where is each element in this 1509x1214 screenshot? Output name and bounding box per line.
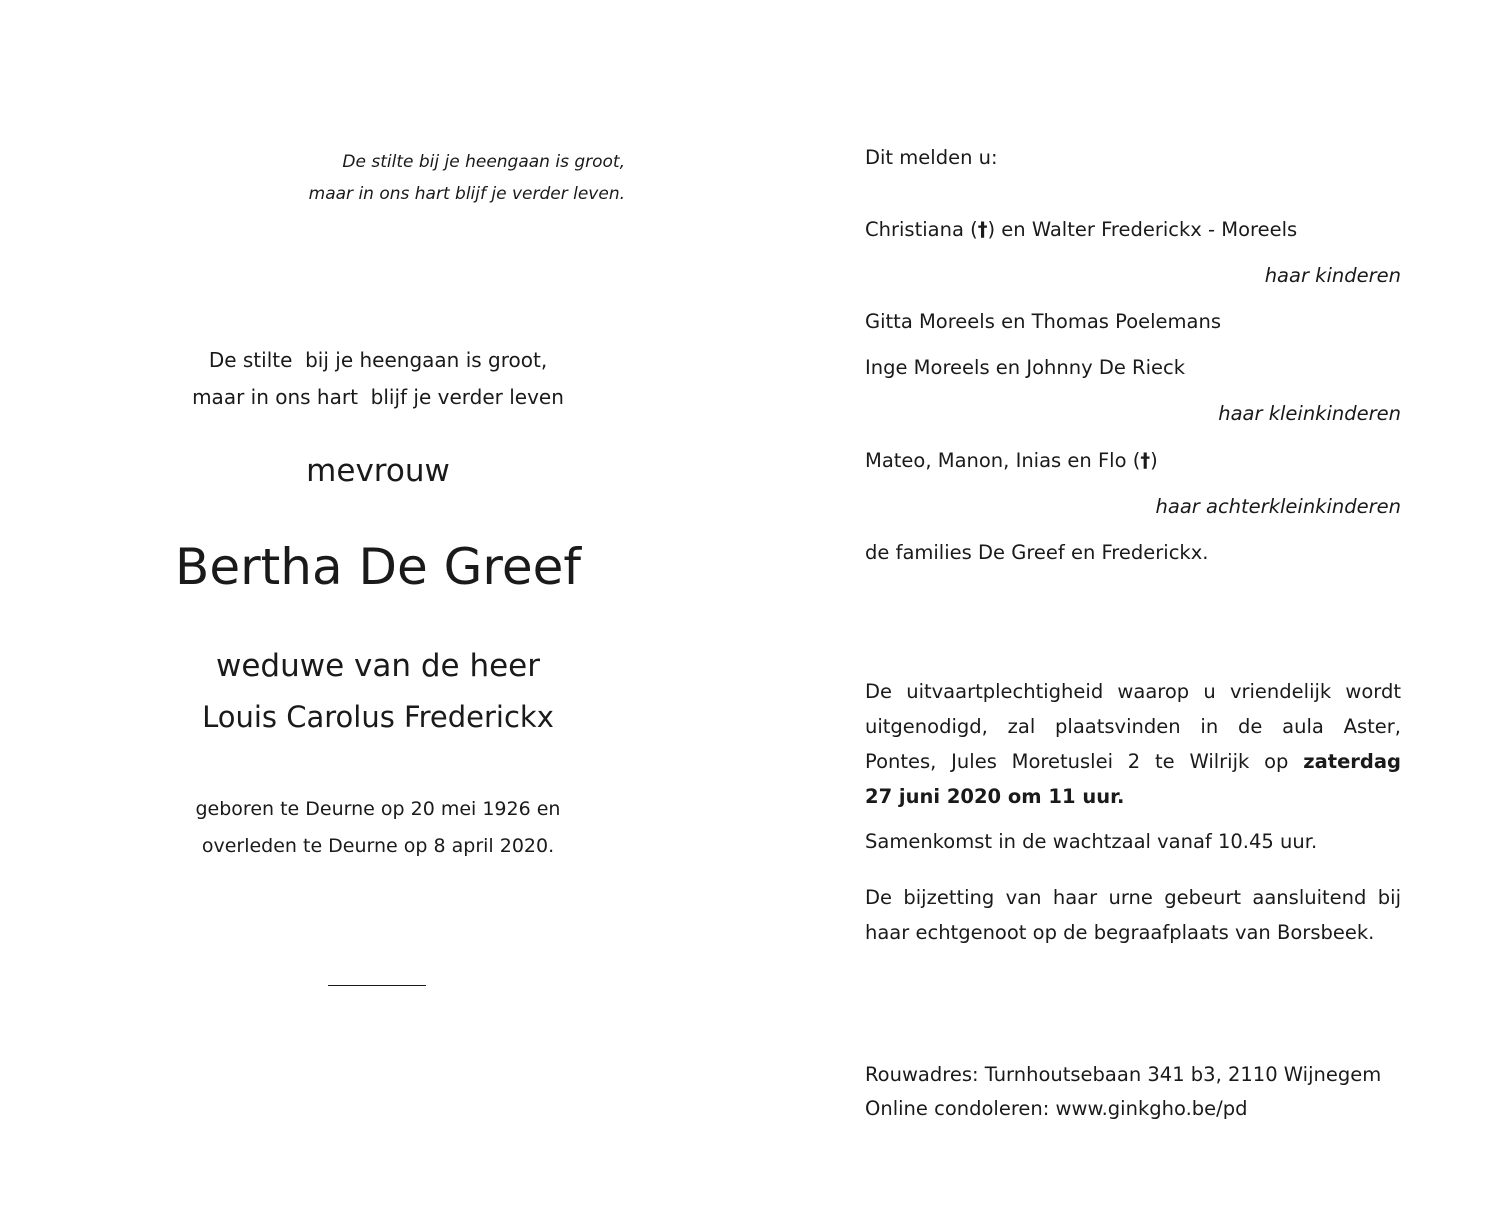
memorial-quote-line-2: maar in ons hart blijf je verder leven: [192, 385, 564, 409]
opening-quote: [230, 146, 625, 210]
cross-icon: †: [977, 218, 988, 241]
families-line: de families De Greef en Frederickx.: [865, 541, 1209, 564]
grandchild-line-1: Gitta Moreels en Thomas Poelemans: [865, 310, 1222, 333]
opening-quote-line-1: De stilte bij je heengaan is groot,: [342, 152, 625, 172]
cross-icon: †: [1140, 449, 1151, 472]
spouse-name: Louis Carolus Frederickx: [202, 700, 554, 734]
announcement-heading: Dit melden u:: [865, 146, 998, 169]
honorific: mevrouw: [306, 453, 450, 489]
ceremony-date-time: 27 juni 2020 om 11 uur.: [865, 785, 1125, 808]
interment-line-1: De bijzetting van haar urne gebeurt aansluitend bij: [865, 886, 1401, 909]
ceremony-line-3: [865, 744, 1401, 779]
children-line: [865, 218, 1401, 241]
birth-line: geboren te Deurne op 20 mei 1926 en: [195, 798, 561, 820]
ceremony-day: zaterdag: [1303, 750, 1401, 773]
grandchildren-label: haar kleinkinderen: [1218, 402, 1401, 425]
mourning-address: Rouwadres: Turnhoutsebaan 341 b3, 2110 Wijnegem: [865, 1063, 1382, 1086]
gathering-line: Samenkomst in de wachtzaal vanaf 10.45 uur.: [865, 830, 1318, 853]
ceremony-location: Pontes, Jules Moretuslei 2 te Wilrijk op: [865, 750, 1304, 773]
life-dates: [128, 791, 628, 865]
interment-paragraph: [865, 880, 1401, 950]
children-label: haar kinderen: [1264, 264, 1401, 287]
deceased-name: Bertha De Greef: [175, 538, 581, 596]
opening-quote-line-2: maar in ons hart blijf je verder leven.: [308, 184, 625, 204]
widow-of-line: weduwe van de heer: [215, 648, 541, 684]
ceremony-paragraph: [865, 674, 1401, 814]
great-grandchildren-line: [865, 449, 1401, 472]
children-text-start: Christiana (: [865, 218, 978, 241]
ceremony-line-2: uitgenodigd, zal plaatsvinden in de aula Aster,: [865, 715, 1401, 738]
children-text-end: ) en Walter Frederickx - Moreels: [987, 218, 1298, 241]
great-grandchildren-text: Mateo, Manon, Inias en Flo (: [865, 449, 1141, 472]
great-grandchildren-label: haar achterkleinkinderen: [1155, 495, 1401, 518]
ceremony-line-1: De uitvaartplechtigheid waarop u vriendelijk wordt: [865, 680, 1401, 703]
interment-line-2: haar echtgenoot op de begraafplaats van Borsbeek.: [865, 921, 1375, 944]
memorial-quote-line-1: De stilte bij je heengaan is groot,: [208, 348, 548, 372]
grandchild-line-2: Inge Moreels en Johnny De Rieck: [865, 356, 1186, 379]
death-line: overleden te Deurne op 8 april 2020.: [201, 835, 555, 857]
online-condolences[interactable]: Online condoleren: www.ginkgho.be/pd: [865, 1097, 1248, 1120]
divider-line: [328, 985, 426, 986]
great-grandchildren-text-end: ): [1150, 449, 1158, 472]
memorial-quote: [128, 342, 628, 416]
